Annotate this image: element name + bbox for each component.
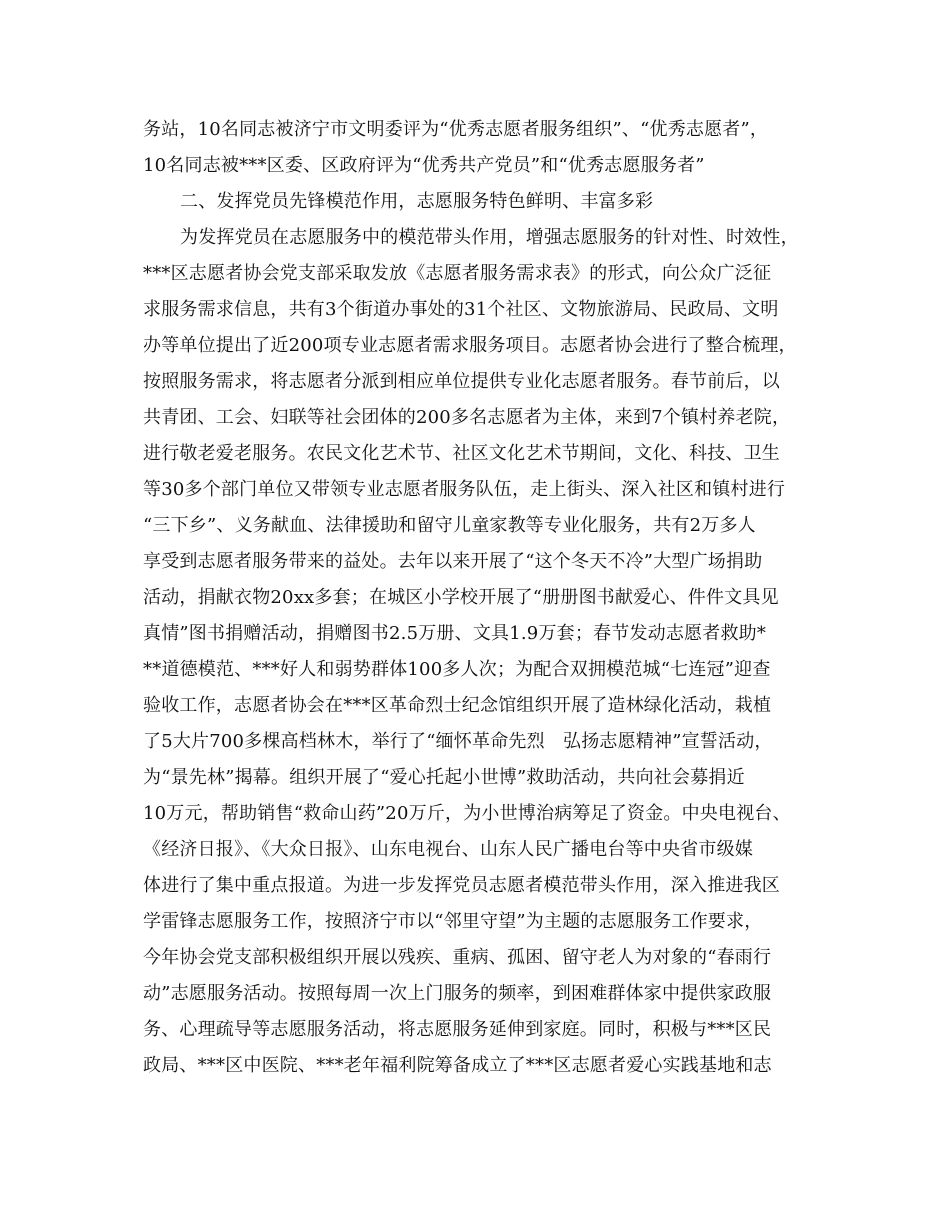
- text-line: 政局、***区中医院、***老年福利院筹备成立了***区志愿者爱心实践基地和志: [143, 1055, 772, 1076]
- text-line: 体进行了集中重点报道。为进一步发挥党员志愿者模范带头作用，深入推进我区: [143, 875, 780, 896]
- text-line: 务站，10名同志被济宁市文明委评为“优秀志愿者服务组织”、“优秀志愿者”，: [143, 119, 769, 140]
- text-line: 按照服务需求，将志愿者分派到相应单位提供专业化志愿者服务。春节前后，以: [143, 371, 780, 392]
- text-line: 验收工作，志愿者协会在***区革命烈士纪念馆组织开展了造林绿化活动，栽植: [143, 695, 772, 716]
- text-line: 真情”图书捐赠活动，捐赠图书2.5万册、文具1.9万套；春节发动志愿者救助*: [143, 623, 767, 644]
- text-line: 《经济日报》、《大众日报》、山东电视台、山东人民广播电台等中央省市级媒: [143, 839, 753, 860]
- text-line: 求服务需求信息，共有3个街道办事处的31个社区、文物旅游局、民政局、文明: [143, 299, 779, 320]
- text-line: 活动，捐献衣物20xx多套；在城区小学校开展了“册册图书献爱心、件件文具见: [143, 587, 779, 608]
- text-line: “三下乡”、义务献血、法律援助和留守儿童家教等专业化服务，共有2万多人: [143, 515, 756, 536]
- text-line: 为发挥党员在志愿服务中的模范带头作用，增强志愿服务的针对性、时效性，: [180, 227, 799, 248]
- text-line: 学雷锋志愿服务工作，按照济宁市以“邻里守望”为主题的志愿服务工作要求，: [143, 911, 763, 932]
- text-line: 进行敬老爱老服务。农民文化艺术节、社区文化艺术节期间，文化、科技、卫生: [143, 443, 780, 464]
- text-line: 享受到志愿者服务带来的益处。去年以来开展了“这个冬天不冷”大型广场捐助: [143, 551, 763, 572]
- text-line: ***区志愿者协会党支部采取发放《志愿者服务需求表》的形式，向公众广泛征: [143, 263, 772, 284]
- text-line: 10万元，帮助销售“救命山药”20万斤，为小世博治病筹足了资金。中央电视台、: [143, 803, 791, 824]
- text-line: 办等单位提出了近200项专业志愿者需求服务项目。志愿者协会进行了整合梳理，: [143, 335, 797, 356]
- text-line: 共青团、工会、妇联等社会团体的200多名志愿者为主体，来到7个镇村养老院，: [143, 407, 791, 428]
- text-line: 等30多个部门单位又带领专业志愿者服务队伍，走上街头、深入社区和镇村进行: [143, 479, 786, 500]
- text-line: 动”志愿服务活动。按照每周一次上门服务的频率，到困难群体家中提供家政服: [143, 983, 772, 1004]
- section-heading: 二、发挥党员先锋模范作用，志愿服务特色鲜明、丰富多彩: [180, 191, 654, 212]
- text-line: 10名同志被***区委、区政府评为“优秀共产党员”和“优秀志愿服务者”: [143, 155, 705, 176]
- text-line: 了5大片700多棵高档林木，举行了“缅怀革命先烈 弘扬志愿精神”宣誓活动，: [143, 731, 773, 752]
- text-line: 务、心理疏导等志愿服务活动，将志愿服务延伸到家庭。同时，积极与***区民: [143, 1019, 772, 1040]
- text-line: 为“景先林”揭幕。组织开展了“爱心托起小世博”救助活动，共向社会募捐近: [143, 767, 745, 788]
- text-line: **道德模范、***好人和弱势群体100多人次；为配合双拥模范城“七连冠”迎查: [143, 659, 771, 680]
- text-line: 今年协会党支部积极组织开展以残疾、重病、孤困、留守老人为对象的“春雨行: [143, 947, 772, 968]
